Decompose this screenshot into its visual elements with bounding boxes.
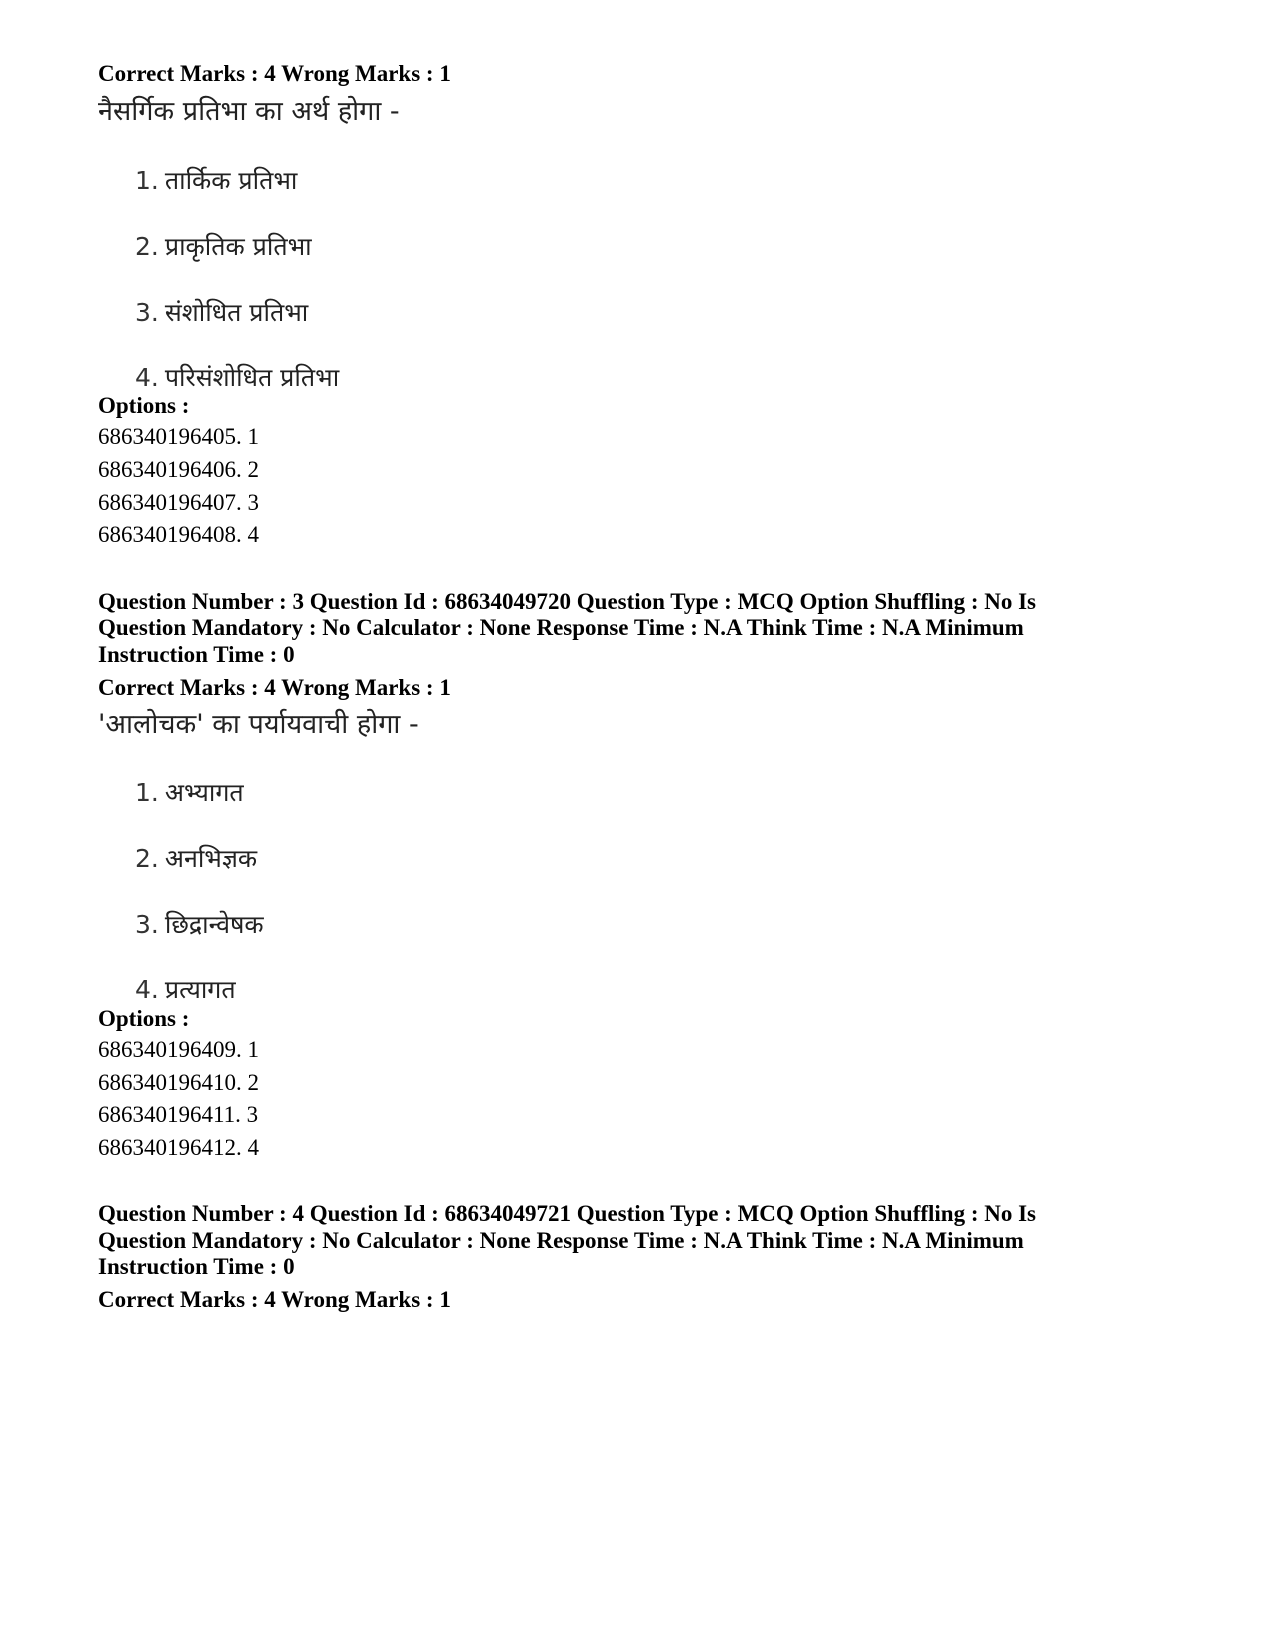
choice-item (135, 843, 257, 875)
options-heading: Options : (98, 1006, 190, 1031)
choice-item (135, 777, 244, 809)
choice-item (135, 909, 264, 941)
choice-item (135, 165, 297, 197)
choice-text: अनभिज्ञक (164, 844, 258, 873)
option-id-line: 686340196411. 3 (98, 1102, 259, 1127)
choice-text: परिसंशोधित प्रतिभा (164, 363, 340, 392)
question-meta-line: Question Mandatory : No Calculator : None Response Time : N.A Think Time : N.A Minimum (98, 615, 1024, 640)
correct-wrong-marks: Correct Marks : 4 Wrong Marks : 1 (98, 675, 451, 700)
question-stem: 'आलोचक' का पर्यायवाची होगा - (98, 709, 419, 740)
choice-number: 1. (135, 166, 159, 195)
option-id-line: 686340196410. 2 (98, 1070, 259, 1095)
choice-number: 1. (135, 778, 159, 807)
option-id-line: 686340196408. 4 (98, 522, 259, 547)
option-id-line: 686340196412. 4 (98, 1135, 259, 1160)
question-meta-line: Question Mandatory : No Calculator : None Response Time : N.A Think Time : N.A Minimum (98, 1228, 1024, 1253)
choice-item (135, 362, 339, 394)
choice-text: तार्किक प्रतिभा (164, 166, 298, 195)
choice-text: प्राकृतिक प्रतिभा (164, 232, 312, 261)
option-id-line: 686340196405. 1 (98, 424, 259, 449)
choice-text: प्रत्यागत (164, 975, 236, 1004)
choice-number: 2. (135, 232, 159, 261)
question-meta-line: Instruction Time : 0 (98, 1254, 295, 1279)
choice-number: 4. (135, 363, 159, 392)
correct-wrong-marks: Correct Marks : 4 Wrong Marks : 1 (98, 61, 451, 86)
choice-item (135, 297, 308, 329)
options-heading: Options : (98, 393, 190, 418)
choice-text: संशोधित प्रतिभा (164, 298, 309, 327)
choice-number: 3. (135, 910, 159, 939)
choice-number: 3. (135, 298, 159, 327)
choice-text: छिद्रान्वेषक (164, 910, 264, 939)
correct-wrong-marks: Correct Marks : 4 Wrong Marks : 1 (98, 1287, 451, 1312)
question-meta-line: Question Number : 4 Question Id : 68634049721 Question Type : MCQ Option Shuffling : No Is (98, 1201, 1037, 1226)
question-meta-line: Question Number : 3 Question Id : 68634049720 Question Type : MCQ Option Shuffling : No Is (98, 589, 1037, 614)
choice-item (135, 974, 236, 1006)
choice-number: 4. (135, 975, 159, 1004)
option-id-line: 686340196406. 2 (98, 457, 259, 482)
question-stem: नैसर्गिक प्रतिभा का अर्थ होगा - (98, 96, 400, 127)
choice-item (135, 231, 312, 263)
choice-number: 2. (135, 844, 159, 873)
question-meta-line: Instruction Time : 0 (98, 642, 295, 667)
choice-text: अभ्यागत (164, 778, 244, 807)
option-id-line: 686340196409. 1 (98, 1037, 259, 1062)
option-id-line: 686340196407. 3 (98, 490, 259, 515)
